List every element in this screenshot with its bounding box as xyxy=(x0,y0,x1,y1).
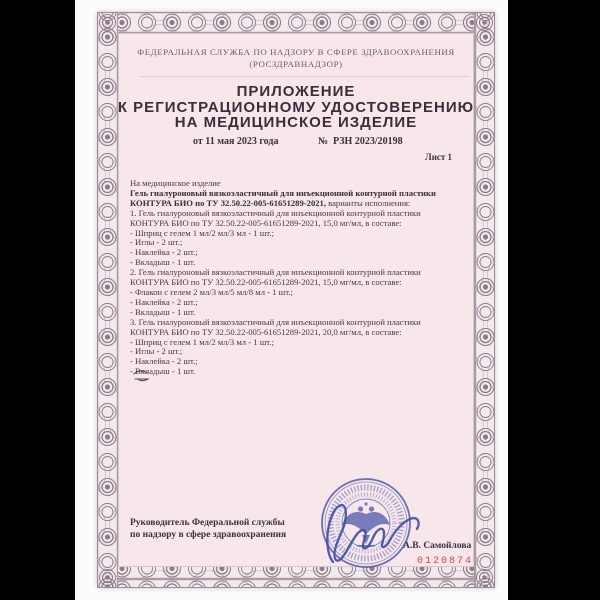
body-line: 1. Гель гиалуроновый вязкоэластичный для инъекционной контурной пластики xyxy=(130,207,421,218)
body-line: - Наклейка - 2 шт.; xyxy=(130,356,198,367)
header-divider xyxy=(140,76,470,77)
signer-name: А.В. Самойлова xyxy=(403,541,472,551)
body-line: КОНТУРА БИО по ТУ 32.50.22-005-61651289-2021, 15,0 мг/мл, в составе: xyxy=(130,217,402,228)
product-variant-3 xyxy=(130,318,479,377)
body-line: КОНТУРА БИО по ТУ 32.50.22-005-61651289-2021, 15,0 мг/мл, в составе: xyxy=(130,277,402,288)
product-variant-2 xyxy=(130,268,479,318)
issuing-authority xyxy=(97,46,495,70)
body-line: - Вкладыш - 1 шт. xyxy=(130,257,196,268)
title-line-1: ПРИЛОЖЕНИЕ xyxy=(236,83,356,100)
registration-number: № РЗН 2023/20198 xyxy=(318,136,403,147)
authority-short-name: (РОСЗДРАВНАДЗОР) xyxy=(249,59,343,69)
sheet-number: Лист 1 xyxy=(425,152,453,162)
certificate xyxy=(97,12,495,588)
document-page xyxy=(75,0,508,600)
body-line: - Шприц с гелем 1 мл/2 мл/3 мл - 1 шт.; xyxy=(130,227,274,238)
body-line: На медицинское изделие xyxy=(130,178,221,188)
product-tu-regular: варианты исполнения: xyxy=(325,197,411,208)
device-description xyxy=(130,179,479,377)
handwritten-signature xyxy=(317,480,447,575)
body-line: - Вкладыш - 1 шт. xyxy=(130,306,196,317)
body-line: - Иглы - 2 шт.; xyxy=(130,346,183,357)
signer-title-line-2: по надзору в сфере здравоохранения xyxy=(130,529,287,540)
issue-date: от 11 мая 2023 года xyxy=(193,136,279,147)
body-line: 3. Гель гиалуроновый вязкоэластичный для инъекционной контурной пластики xyxy=(130,316,421,327)
title-line-2: К РЕГИСТРАЦИОННОМУ УДОСТОВЕРЕНИЮ xyxy=(117,98,475,116)
product-variant-1 xyxy=(130,209,479,268)
document-title xyxy=(97,84,495,131)
signer-title xyxy=(130,518,286,541)
handwritten-mark xyxy=(131,369,151,383)
product-tu-bold: КОНТУРА БИО по ТУ 32.50.22-005-61651289-2021, xyxy=(130,197,326,208)
body-line: КОНТУРА БИО по ТУ 32.50.22-005-61651289-2021, 20,0 мг/мл, в составе: xyxy=(130,326,402,337)
body-line: - Вкладыш - 1 шт. xyxy=(130,366,196,377)
signer-title-line-1: Руководитель Федеральной службы xyxy=(130,518,285,528)
title-line-3: НА МЕДИЦИНСКОЕ ИЗДЕЛИЕ xyxy=(174,114,418,131)
authority-name: ФЕДЕРАЛЬНАЯ СЛУЖБА ПО НАДЗОРУ В СФЕРЕ ЗДРАВООХРАНЕНИЯ xyxy=(137,47,455,57)
body-line: - Иглы - 2 шт.; xyxy=(130,237,183,248)
body-line: - Флакон с гелем 2 мл/3 мл/5 мл/8 мл - 1 шт.; xyxy=(130,286,293,297)
body-line: - Шприц с гелем 1 мл/2 мл/3 мл - 1 шт.; xyxy=(130,336,274,347)
form-serial-number: 0120874 xyxy=(416,556,473,567)
product-name: Гель гиалуроновый вязкоэластичный для инъекционной контурной пластики xyxy=(130,187,436,198)
body-line: 2. Гель гиалуроновый вязкоэластичный для инъекционной контурной пластики xyxy=(130,267,421,278)
body-line: - Наклейка - 2 шт.; xyxy=(130,247,198,258)
body-line: - Наклейка - 2 шт.; xyxy=(130,296,198,307)
